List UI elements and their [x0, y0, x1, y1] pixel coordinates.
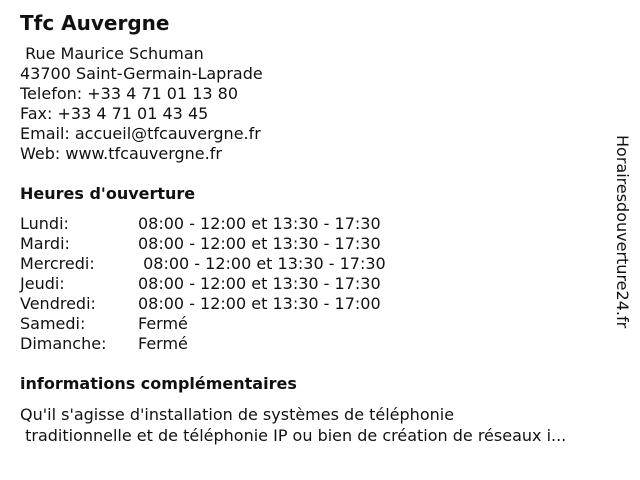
hours-row	[20, 234, 386, 254]
day-hours: 08:00 - 12:00 et 13:30 - 17:00	[138, 294, 381, 313]
contact-block	[20, 44, 263, 164]
additional-info-heading: informations complémentaires	[20, 374, 297, 393]
hours-row	[20, 334, 386, 354]
day-label: Samedi:	[20, 314, 86, 333]
day-hours: 08:00 - 12:00 et 13:30 - 17:30	[138, 214, 381, 233]
day-hours: 08:00 - 12:00 et 13:30 - 17:30	[138, 254, 386, 273]
description-line: Qu'il s'agisse d'installation de systèmes de téléphonie	[20, 405, 455, 424]
hours-row	[20, 214, 386, 234]
email-address: Email: accueil@tfcauvergne.fr	[20, 124, 261, 143]
day-label: Vendredi:	[20, 294, 96, 313]
day-label: Lundi:	[20, 214, 69, 233]
day-label: Jeudi:	[20, 274, 65, 293]
hours-row	[20, 294, 386, 314]
opening-hours-heading: Heures d'ouverture	[20, 184, 196, 203]
opening-hours-table	[20, 214, 386, 354]
day-hours: 08:00 - 12:00 et 13:30 - 17:30	[138, 274, 381, 293]
fax-number: Fax: +33 4 71 01 43 45	[20, 104, 209, 123]
hours-row	[20, 314, 386, 334]
address-city: 43700 Saint-Germain-Laprade	[20, 64, 263, 83]
address-street: Rue Maurice Schuman	[20, 44, 204, 63]
hours-row	[20, 274, 386, 294]
website-address: Web: www.tfcauvergne.fr	[20, 144, 222, 163]
day-label: Dimanche:	[20, 334, 107, 353]
day-hours: 08:00 - 12:00 et 13:30 - 17:30	[138, 234, 381, 253]
day-label: Mardi:	[20, 234, 70, 253]
day-hours: Fermé	[138, 314, 188, 333]
day-label: Mercredi:	[20, 254, 95, 273]
business-name: Tfc Auvergne	[20, 11, 170, 35]
day-hours: Fermé	[138, 334, 188, 353]
description-line: traditionnelle et de téléphonie IP ou bien de création de réseaux i...	[20, 426, 567, 445]
phone-number: Telefon: +33 4 71 01 13 80	[20, 84, 239, 103]
hours-row	[20, 254, 386, 274]
additional-info-text	[20, 404, 620, 446]
watermark-text: Horairesdouverture24.fr	[613, 135, 632, 329]
